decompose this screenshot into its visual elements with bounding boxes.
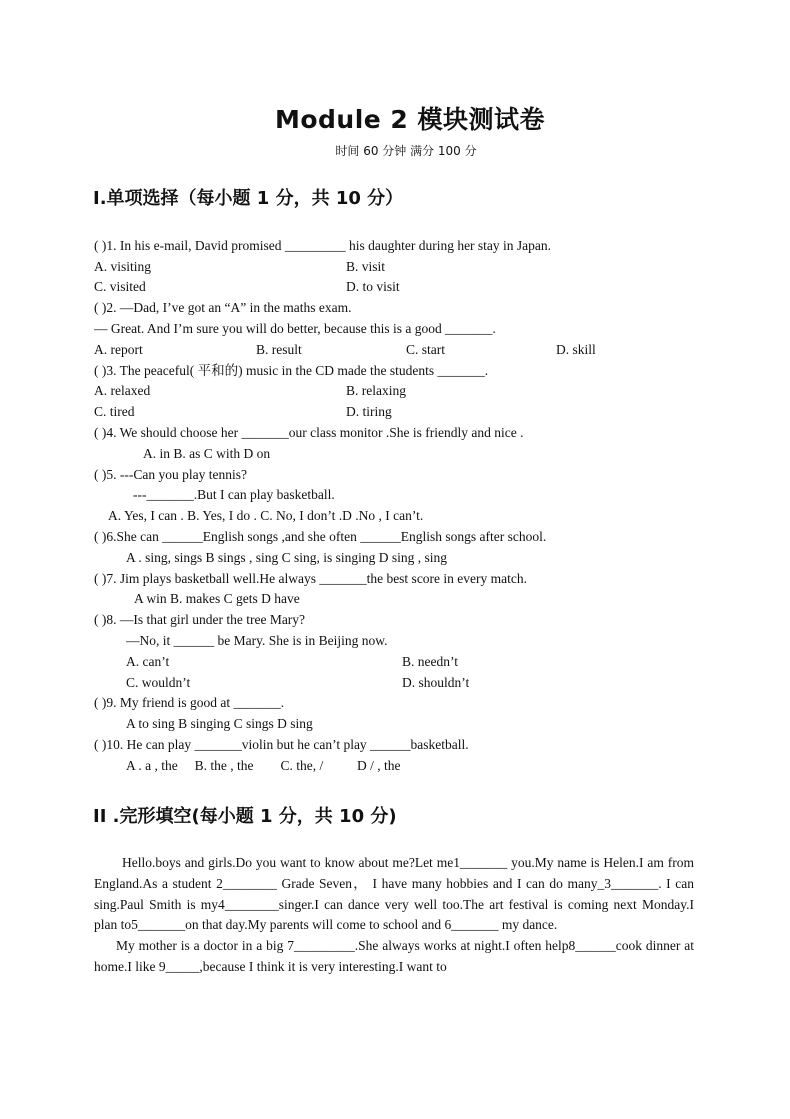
cloze-paragraph-2: My mother is a doctor in a big 7_________.She always works at night.I often help8______cook dinner at home.I like 9_____,because I think it is very interesting.I want to (94, 938, 694, 974)
q1-option-d: D. to visit (346, 279, 400, 294)
q5-options: A. Yes, I can . B. Yes, I do . C. No, I don’t .D .No , I can’t. (108, 508, 424, 523)
question-8-reply: —No, it ______ be Mary. She is in Beijing now. (126, 633, 388, 648)
question-3: ( )3. The peaceful( 平和的) music in the CD made the students _______. (94, 363, 489, 378)
q8-option-c: C. wouldn’t (126, 675, 191, 690)
q8-option-b: B. needn’t (402, 654, 458, 669)
q8-option-a: A. can’t (126, 654, 170, 669)
q2-option-b: B. result (256, 342, 302, 357)
q4-options: A. in B. as C with D on (143, 446, 271, 461)
cloze-paragraph-1: Hello.boys and girls.Do you want to know about me?Let me1_______ you.My name is Helen.I am from England.As a student 2________ Grade Seven， I have many hobbies and I can do many_3_______. I can sing.Paul Smith is my4________singer.I can dance very well too.The art festival is coming next Monday.I plan to5_______on that day.My parents will come to school and 6_______ my dance. (94, 855, 694, 933)
question-2: ( )2. —Dad, I’ve got an “A” in the maths exam. (94, 300, 352, 315)
question-1: ( )1. In his e-mail, David promised _________ his daughter during her stay in Japan. (94, 238, 552, 253)
section-heading-multiple-choice: I.单项选择（每小题 1 分，共 10 分） (93, 188, 404, 209)
q7-options: A win B. makes C gets D have (134, 591, 300, 606)
page-title: Module 2 模块测试卷 (274, 105, 546, 134)
q1-option-b: B. visit (346, 259, 386, 274)
q2-option-a: A. report (94, 342, 143, 357)
question-5-reply: ---_______.But I can play basketball. (133, 487, 335, 502)
q2-option-c: C. start (406, 342, 445, 357)
section-heading-cloze: II .完形填空(每小题 1 分，共 10 分) (93, 806, 397, 827)
q10-options: A . a , the B. the , the C. the, / D / , the (126, 758, 401, 773)
q1-option-a: A. visiting (94, 259, 152, 274)
q8-option-d: D. shouldn’t (402, 675, 470, 690)
cloze-passage (94, 853, 694, 978)
question-4: ( )4. We should choose her _______our class monitor .She is friendly and nice . (94, 425, 524, 440)
question-7: ( )7. Jim plays basketball well.He always _______the best score in every match. (94, 571, 528, 586)
question-9: ( )9. My friend is good at _______. (94, 695, 285, 710)
question-8: ( )8. —Is that girl under the tree Mary? (94, 612, 306, 627)
q2-option-d: D. skill (556, 342, 596, 357)
q3-option-d: D. tiring (346, 404, 392, 419)
question-6: ( )6.She can ______English songs ,and she often ______English songs after school. (94, 529, 547, 544)
q1-option-c: C. visited (94, 279, 146, 294)
question-10: ( )10. He can play _______violin but he can’t play ______basketball. (94, 737, 469, 752)
question-5: ( )5. ---Can you play tennis? (94, 467, 247, 482)
q6-options: A . sing, sings B sings , sing C sing, is singing D sing , sing (126, 550, 448, 565)
q3-option-b: B. relaxing (346, 383, 406, 398)
q9-options: A to sing B singing C sings D sing (126, 716, 313, 731)
page-subtitle: 时间 60 分钟 满分 100 分 (335, 144, 477, 158)
question-2-reply: — Great. And I’m sure you will do better, because this is a good _______. (94, 321, 496, 336)
q3-option-c: C. tired (94, 404, 135, 419)
q3-option-a: A. relaxed (94, 383, 151, 398)
